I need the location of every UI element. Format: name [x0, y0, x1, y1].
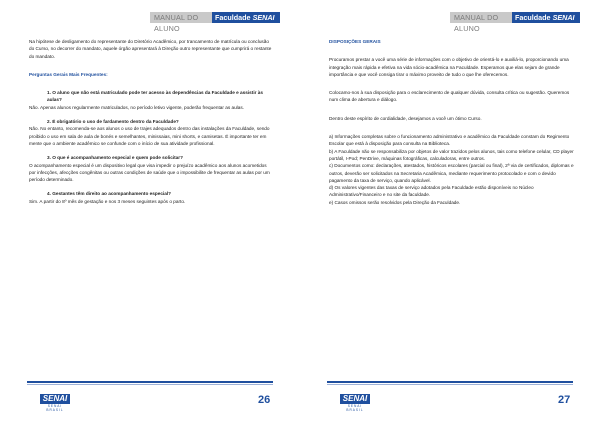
senai-logo-mark: SENAI: [340, 394, 370, 404]
intro-paragraph: Na hipótese de desligamento do representante do Diretório Acadêmico, por trancamento de matrícula ou conclusão do Curso, no decorrer do mandato, aquele órgão apresentará à Direção outro representante que cumprirá o restante do mandato.: [29, 39, 272, 59]
header-faculdade-label: [212, 12, 280, 23]
answer-2: Não. No entanto, recomenda-se aos alunos o uso de trajes adequados dentro das instalações da Faculdade, sendo proibido o uso em sala de aula de bonés e semelhantes, minissaias, mini shorts, e camisetas. É importante ter em mente que o ambiente acadêmico se confunde com o início de sua atividade profissional.: [29, 126, 270, 146]
page-content: [329, 38, 574, 206]
paragraph-1: Procuramos prestar a você uma série de informações com o objetivo de orientá-lo e auxiliá-lo, proporcionando uma integração mais rápida e efetiva na vida sócio-acadêmica na Faculdade. Esperamos que elas sejam de grande importância e que você consiga tirar o máximo proveito de tudo o que lhe oferecemos.: [329, 57, 569, 77]
header-faculdade-text: Faculdade: [215, 13, 251, 22]
footer-rule: [327, 381, 573, 383]
question-3: 3. O que é acompanhamento especial e quem pode solicitar?: [47, 155, 183, 161]
page-header: [150, 12, 280, 33]
header-senai-text: SENAI: [552, 13, 575, 22]
footer-rule-thin: [327, 384, 573, 385]
header-manual-label: MANUAL DO ALUNO: [450, 12, 512, 23]
paragraph-3: Dentro deste espírito de cordialidade, desejamos a você um ótimo Curso.: [329, 115, 482, 121]
question-1: 1. O aluno que não está matriculado pode ter acesso às dependências da Faculdade e assistir às aulas?: [47, 90, 263, 103]
senai-logo-mark: SENAI: [40, 394, 70, 404]
question-4: 4. Gestantes têm direito ao acompanhamento especial?: [47, 191, 171, 197]
header-faculdade-label: [512, 12, 580, 23]
answer-1: Não. Apenas alunos regularmente matriculados, no período letivo vigente, poderão frequentar as aulas.: [29, 104, 244, 110]
senai-logo: [340, 394, 370, 412]
section-title: DISPOSIÇÕES GERAIS: [329, 39, 381, 44]
senai-logo: [40, 394, 70, 412]
senai-logo-sub: SENAI BRASIL: [346, 404, 364, 412]
question-2: 2. É obrigatório o uso de fardamento dentro da Faculdade?: [47, 119, 179, 125]
page-right: [300, 0, 600, 424]
list-item-b: b) A Faculdade não se responsabiliza por objetos de valor trazidos pelos alunos, tais como telefone celular, CD player portátil, I-Pod; PenDrive, máquinas fotográficas, calculadoras, entre outros.: [329, 148, 574, 161]
footer-rule: [27, 381, 273, 383]
page-header: [450, 12, 580, 33]
list-item-a: a) Informações completas sobre o funcionamento administrativo e acadêmico da Faculdade constam do Regimento Escolar que está à disposição para consulta na Biblioteca.: [329, 134, 570, 147]
list-item-e: e) Casos omissos serão resolvidos pela Direção da Faculdade.: [329, 199, 461, 205]
footer-rule-thin: [27, 384, 273, 385]
header-senai-text: SENAI: [252, 13, 275, 22]
list-item-c: c) Documentos como: declarações, atestados, históricos escolares (parcial ou final), 2ª via de certificados, diplomas e outros, deverão ser solicitados na Secretaria Acadêmica, mediante requerimento protocolado e com o devido pagamento da taxa de serviço, quando aplicável.: [329, 163, 574, 183]
answer-3: O acompanhamento especial é um dispositivo legal que visa impedir o prejuízo acadêmico aos alunos acometidos por infecções, afecções congênitas ou outras condições de saúde que o impossibilite de frequentar as aulas por um período determinado.: [29, 162, 270, 183]
header-faculdade-text: Faculdade: [515, 13, 551, 22]
page-number: 27: [558, 394, 571, 406]
page-content: [29, 38, 274, 205]
page-number: 26: [258, 394, 271, 406]
list-item-d: d) Os valores vigentes das taxas de serviço adotados pela Faculdade estão disponíveis no Núcleo Administrativo/Financeiro e no site da faculdade.: [329, 185, 534, 198]
paragraph-2: Colocamo-nos à sua disposição para o esclarecimento de qualquer dúvida, consulta crítica ou sugestão. Queremos num clima de abertura e diálogo.: [329, 90, 570, 103]
answer-4: Sim. A partir do 8º mês de gestação e nos 3 meses seguintes após o parto.: [29, 198, 186, 204]
senai-logo-sub: SENAI BRASIL: [46, 404, 64, 412]
header-manual-label: MANUAL DO ALUNO: [150, 12, 212, 23]
faq-title: Perguntas Gerais Mais Frequentes:: [29, 71, 108, 77]
